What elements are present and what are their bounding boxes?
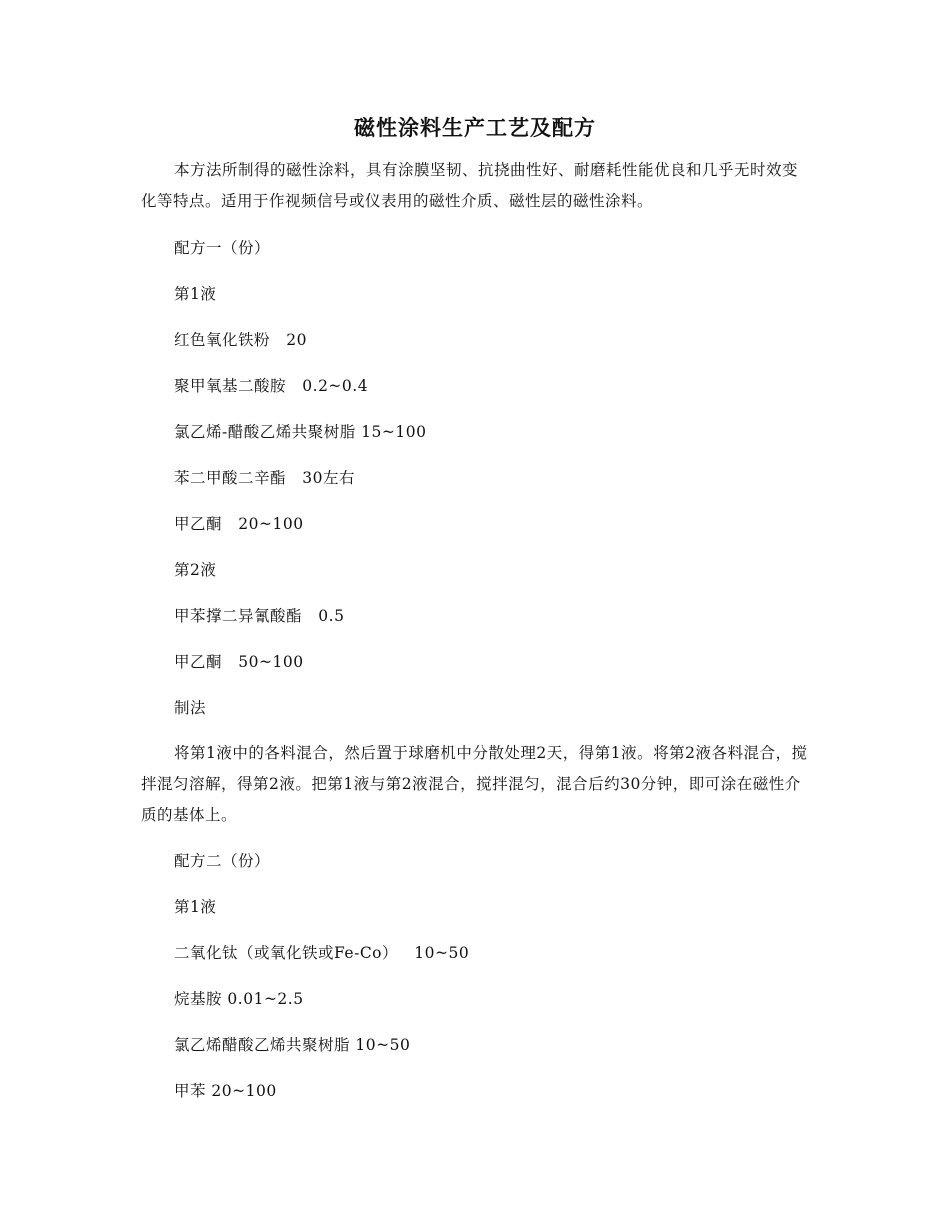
formula2-ingredient: 烷基胺 0.01~2.5 <box>174 990 304 1008</box>
formula1-liquid1-heading: 第1液 <box>174 285 217 303</box>
formula2-heading: 配方二（份） <box>174 852 271 870</box>
page-title: 磁性涂料生产工艺及配方 <box>354 115 596 140</box>
formula2-ingredient: 氯乙烯醋酸乙烯共聚树脂 10~50 <box>174 1036 411 1054</box>
formula1-ingredient: 甲乙酮 20~100 <box>174 515 304 533</box>
method-heading: 制法 <box>174 699 207 717</box>
formula1-ingredient: 苯二甲酸二辛酯 30左右 <box>174 469 356 487</box>
intro-paragraph: 本方法所制得的磁性涂料，具有涂膜坚韧、抗挠曲性好、耐磨耗性能优良和几乎无时效变化等特点。适用于作视频信号或仪表用的磁性介质、磁性层的磁性涂料。 <box>141 161 799 210</box>
formula2-ingredient: 二氧化钛（或氧化铁或Fe-Co） 10~50 <box>174 944 470 962</box>
formula1-liquid2-heading: 第2液 <box>174 561 217 579</box>
formula1-heading: 配方一（份） <box>174 239 271 257</box>
formula1-ingredient: 甲苯撑二异氰酸酯 0.5 <box>174 607 345 625</box>
formula1-ingredient: 氯乙烯-醋酸乙烯共聚树脂 15~100 <box>174 423 427 441</box>
formula1-ingredient: 红色氧化铁粉 20 <box>174 331 308 349</box>
formula1-ingredient: 聚甲氧基二酸胺 0.2~0.4 <box>174 377 369 395</box>
formula2-liquid1-heading: 第1液 <box>174 898 217 916</box>
formula1-ingredient: 甲乙酮 50~100 <box>174 653 304 671</box>
method-paragraph: 将第1液中的各料混合，然后置于球磨机中分散处理2天，得第1液。将第2液各料混合，搅拌混匀溶解，得第2液。把第1液与第2液混合，搅拌混匀，混合后约30分钟，即可涂在磁性介质的基体上。 <box>141 744 808 824</box>
formula2-ingredient: 甲苯 20~100 <box>174 1082 277 1100</box>
